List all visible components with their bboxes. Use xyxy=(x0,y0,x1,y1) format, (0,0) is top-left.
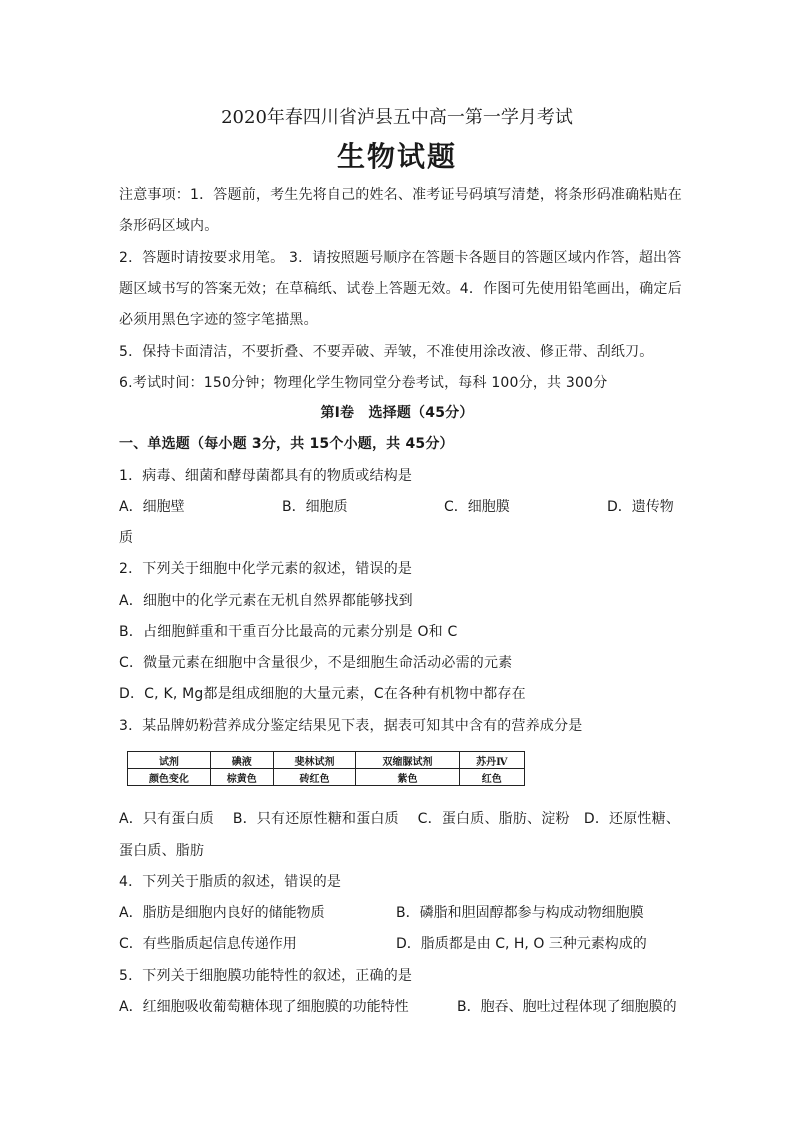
table-row xyxy=(128,752,525,769)
section-title: 第Ⅰ卷 选择题（45分） xyxy=(320,405,474,421)
reagent-result-table xyxy=(127,751,525,786)
q5-option-a: A．红细胞吸收葡萄糖体现了细胞膜的功能特性 xyxy=(119,999,409,1015)
q5-stem: 5．下列关于细胞膜功能特性的叙述，正确的是 xyxy=(119,968,413,984)
table-cell: 颜色变化 xyxy=(128,769,211,786)
q1-option-d: D．遗传物 xyxy=(607,499,674,515)
exam-title: 2020年春四川省泸县五中高一第一学月考试 xyxy=(221,107,573,128)
q1-option-a: A．细胞壁 xyxy=(119,499,185,515)
notes-line-7: 6.考试时间：150分钟；物理化学生物同堂分卷考试，每科 100分，共 300分 xyxy=(119,375,608,391)
notes-line-6: 5．保持卡面清洁，不要折叠、不要弄破、弄皱，不准使用涂改液、修正带、刮纸刀。 xyxy=(119,344,654,360)
q4-option-b: B．磷脂和胆固醇都参与构成动物细胞膜 xyxy=(396,905,644,921)
q2-stem: 2．下列关于细胞中化学元素的叙述，错误的是 xyxy=(119,561,413,577)
table-cell: 苏丹Ⅳ xyxy=(459,752,524,769)
q1-option-c: C．细胞膜 xyxy=(444,499,510,515)
q3-options: A．只有蛋白质 B．只有还原性糖和蛋白质 C．蛋白质、脂肪、淀粉 D．还原性糖、 xyxy=(119,811,681,827)
notes-line-4: 题区域书写的答案无效；在草稿纸、试卷上答题无效。4．作图可先使用铅笔画出，确定后 xyxy=(119,281,682,297)
notes-line-1: 注意事项：1．答题前，考生先将自己的姓名、准考证号码填写清楚，将条形码准确粘贴在 xyxy=(119,187,682,203)
table-cell: 斐林试剂 xyxy=(273,752,356,769)
table-cell: 双缩脲试剂 xyxy=(356,752,459,769)
q2-option-a: A．细胞中的化学元素在无机自然界都能够找到 xyxy=(119,593,413,609)
notes-line-3: 2．答题时请按要求用笔。 3．请按照题号顺序在答题卡各题目的答题区域内作答，超出答 xyxy=(119,250,682,266)
q4-option-a: A．脂肪是细胞内良好的储能物质 xyxy=(119,905,325,921)
q3-options-continued: 蛋白质、脂肪 xyxy=(119,843,205,859)
table-row xyxy=(128,769,525,786)
table-cell: 砖红色 xyxy=(273,769,356,786)
notes-line-5: 必须用黑色字迹的签字笔描黑。 xyxy=(119,312,318,328)
q2-option-d: D．C, K, Mg都是组成细胞的大量元素，C在各种有机物中都存在 xyxy=(119,686,526,702)
q4-option-c: C．有些脂质起信息传递作用 xyxy=(119,936,297,952)
q1-stem: 1．病毒、细菌和酵母菌都具有的物质或结构是 xyxy=(119,468,413,484)
q2-option-b: B．占细胞鲜重和干重百分比最高的元素分别是 O和 C xyxy=(119,624,458,640)
q5-option-b: B．胞吞、胞吐过程体现了细胞膜的 xyxy=(457,999,677,1015)
q2-option-c: C．微量元素在细胞中含量很少，不是细胞生命活动必需的元素 xyxy=(119,655,513,671)
table-cell: 试剂 xyxy=(128,752,211,769)
table-cell: 红色 xyxy=(459,769,524,786)
table-cell: 棕黄色 xyxy=(210,769,273,786)
q1-option-b: B．细胞质 xyxy=(282,499,348,515)
exam-subject-title: 生物试题 xyxy=(336,140,457,173)
q4-option-d: D．脂质都是由 C, H, O 三种元素构成的 xyxy=(396,936,647,952)
table-cell: 紫色 xyxy=(356,769,459,786)
part-heading: 一、单选题（每小题 3分，共 15个小题，共 45分） xyxy=(119,436,454,452)
table-cell: 碘液 xyxy=(210,752,273,769)
q3-stem: 3．某品牌奶粉营养成分鉴定结果见下表，据表可知其中含有的营养成分是 xyxy=(119,718,583,734)
q4-stem: 4．下列关于脂质的叙述，错误的是 xyxy=(119,874,342,890)
notes-line-2: 条形码区域内。 xyxy=(119,218,219,234)
q1-option-d-continued: 质 xyxy=(119,530,134,546)
